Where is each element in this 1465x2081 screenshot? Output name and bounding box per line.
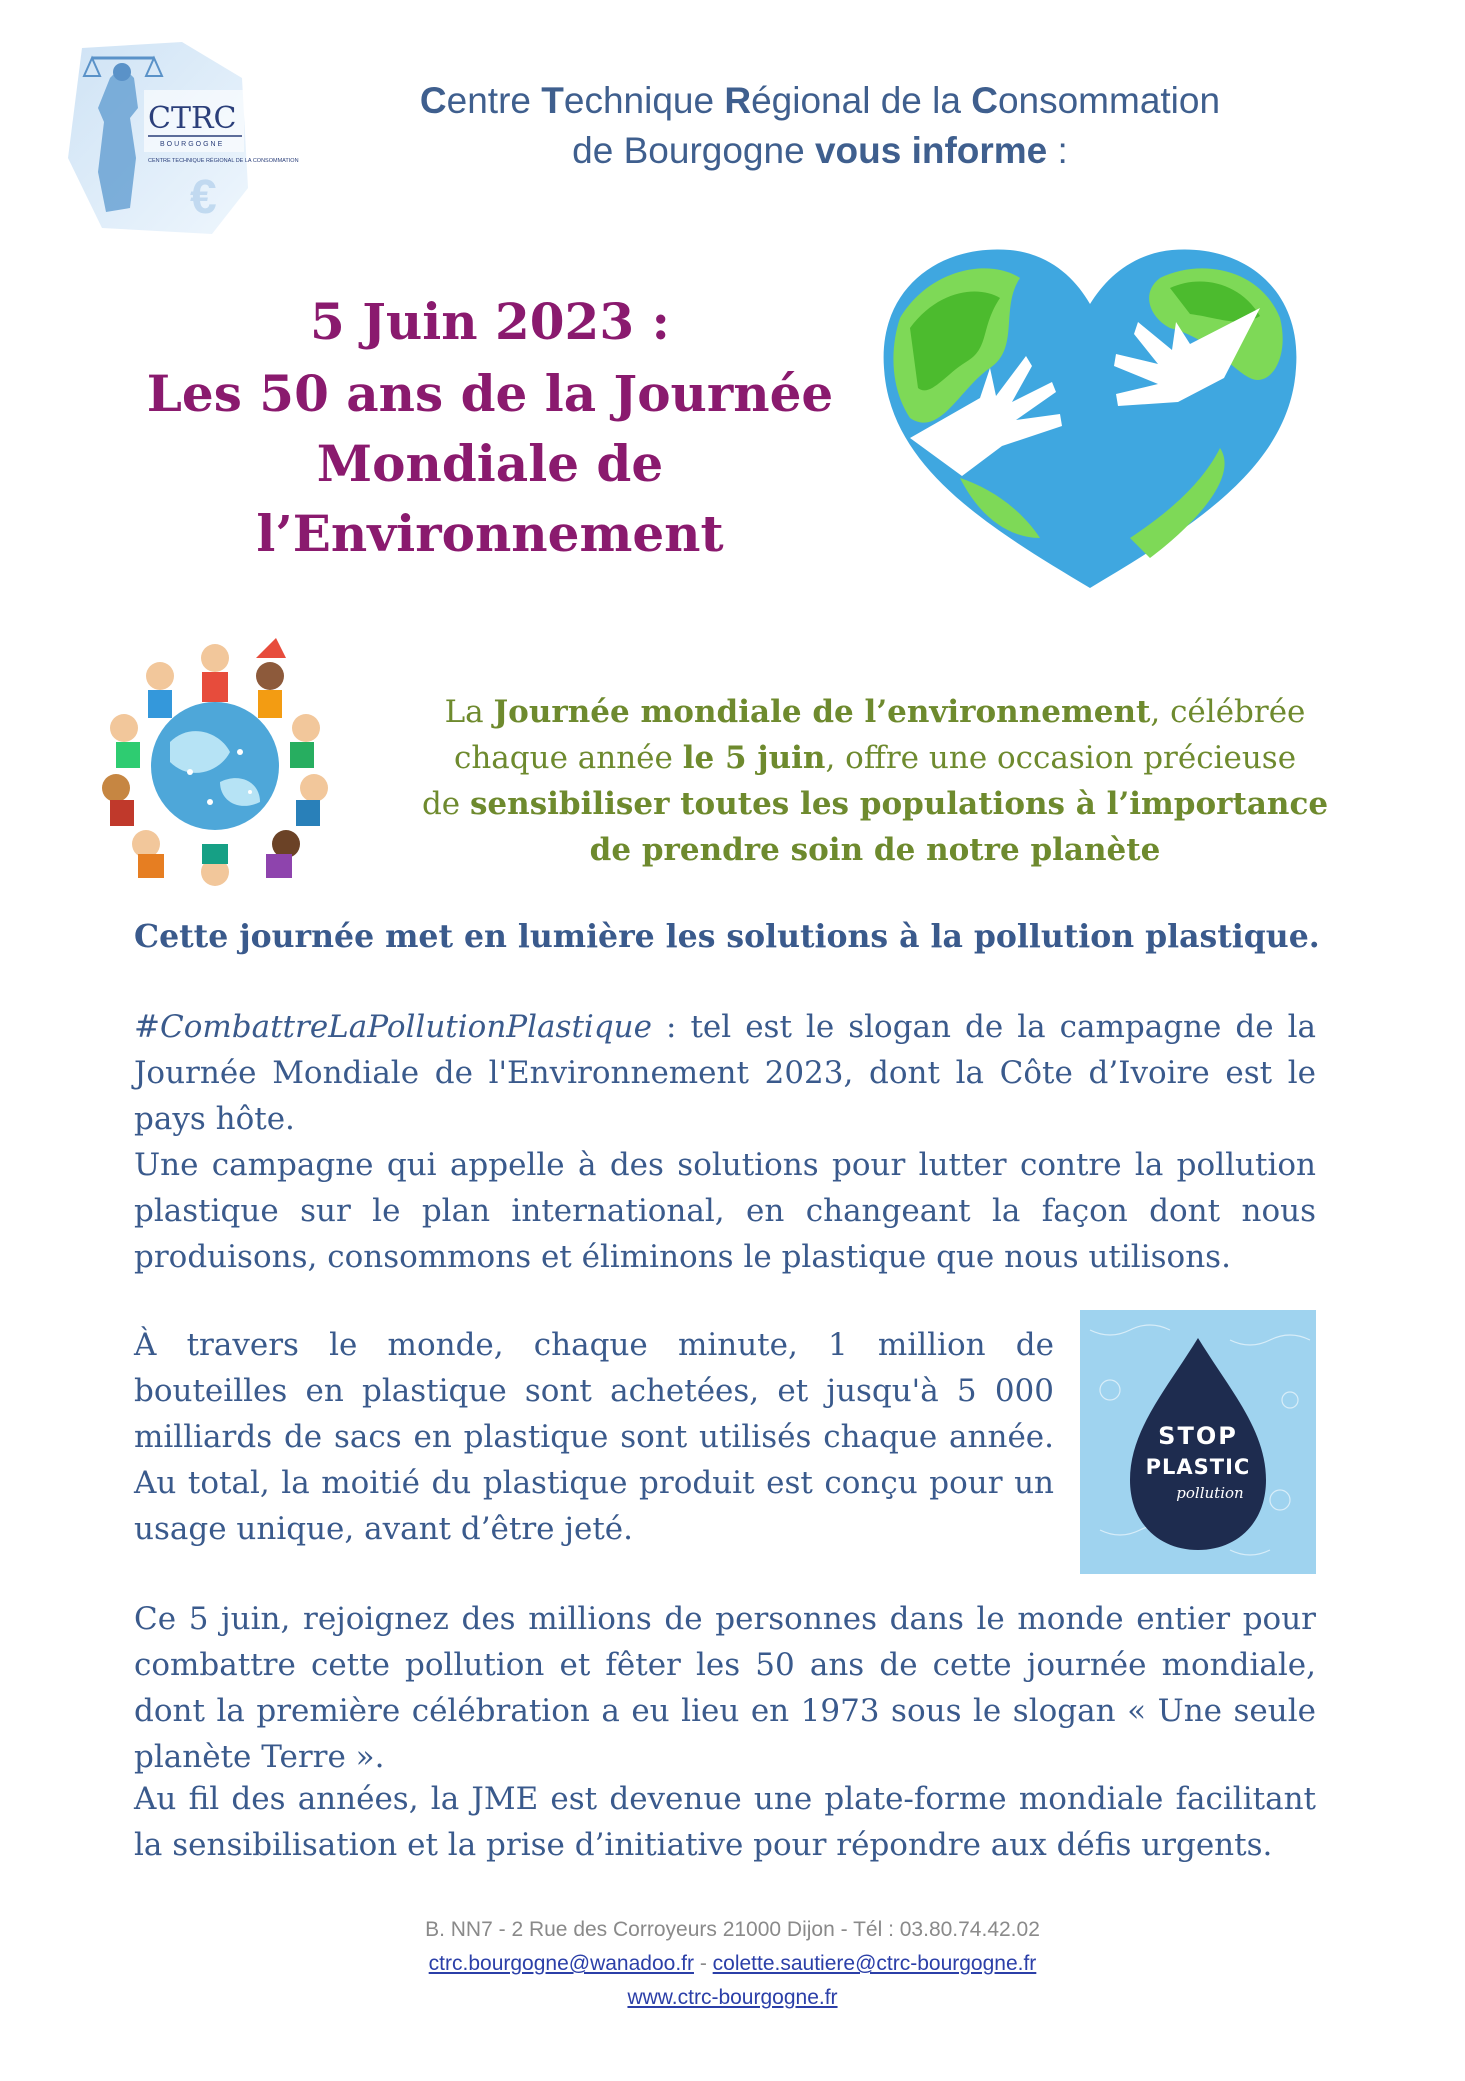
intro-line2: chaque année le 5 juin, offre une occasion précieuse	[453, 740, 1297, 776]
paragraph-anniversary: Ce 5 juin, rejoignez des millions de personnes dans le monde entier pour combattre cette pollution et fêter les 50 ans de cette journée mondiale, dont la première célébration a eu lieu en 1973 sous le slogan « Une seule planète Terre ».	[134, 1601, 1316, 1775]
footer-emails: ctrc.bourgogne@wanadoo.fr - colette.sautiere@ctrc-bourgogne.fr	[428, 1952, 1037, 1975]
svg-text:€: €	[190, 171, 217, 224]
stop-text: STOP	[1158, 1422, 1238, 1450]
footer-website	[0, 1986, 1465, 2010]
email-link-sautiere[interactable]: colette.sautiere@ctrc-bourgogne.fr	[712, 1952, 1037, 1975]
paragraph-platform: Au fil des années, la JME est devenue une plate-forme mondiale facilitant la sensibilisation et la prise d’initiative pour répondre aux défis urgents.	[134, 1781, 1316, 1863]
children-globe-image	[90, 632, 340, 894]
footer-address: B. NN7 - 2 Rue des Corroyeurs 21000 Dijon - Tél : 03.80.74.42.02	[425, 1918, 1040, 1941]
email-link-ctrc[interactable]: ctrc.bourgogne@wanadoo.fr	[428, 1952, 694, 1975]
stop-plastic-image	[1080, 1310, 1316, 1574]
paragraph-statistics: À travers le monde, chaque minute, 1 million de bouteilles en plastique sont achetées, et jusqu'à 5 000 milliards de sacs en plastique sont utilisés chaque année. Au total, la moitié du plastique produit est conçu pour un usage unique, avant d’être jeté.	[134, 1327, 1054, 1547]
logo-text: CTRC	[148, 101, 237, 136]
logo-caption: CENTRE TECHNIQUE RÉGIONAL DE LA CONSOMMATION	[148, 158, 299, 164]
website-link[interactable]: www.ctrc-bourgogne.fr	[627, 1986, 838, 2009]
page-title-line2: Les 50 ans de la Journée	[146, 364, 834, 423]
org-name-line1: Centre Technique Régional de la Consommation	[419, 80, 1221, 121]
page-title-line3: Mondiale de	[316, 434, 664, 493]
heart-earth-image	[870, 238, 1310, 598]
paragraph-campaign: Une campagne qui appelle à des solutions pour lutter contre la pollution plastique sur le plan international, en changeant la façon dont nous produisons, consommons et éliminons le plastique que nous utilisons.	[134, 1147, 1316, 1275]
logo-sub: BOURGOGNE	[160, 141, 225, 148]
page-title-line4: l’Environnement	[256, 504, 724, 563]
ctrc-logo	[62, 38, 299, 236]
org-name-line2: de Bourgogne vous informe :	[572, 130, 1068, 171]
hashtag: #CombattreLaPollutionPlastique	[134, 1009, 652, 1045]
pollution-text: pollution	[1176, 1484, 1244, 1502]
intro-line4: de prendre soin de notre planète	[589, 832, 1161, 868]
paragraph-slogan: #CombattreLaPollutionPlastique : tel est le slogan de la campagne de la Journée Mondiale de l'Environnement 2023, dont la Côte d’Ivoire est le pays hôte.	[134, 1009, 1316, 1137]
lead-sentence: Cette journée met en lumière les solutions à la pollution plastique.	[134, 918, 1320, 955]
intro-line3: de sensibiliser toutes les populations à l’importance	[421, 786, 1329, 822]
intro-line1: La Journée mondiale de l’environnement, célébrée	[444, 694, 1306, 730]
page-title-line1: 5 Juin 2023 :	[310, 292, 670, 351]
plastic-text: PLASTIC	[1145, 1455, 1251, 1479]
